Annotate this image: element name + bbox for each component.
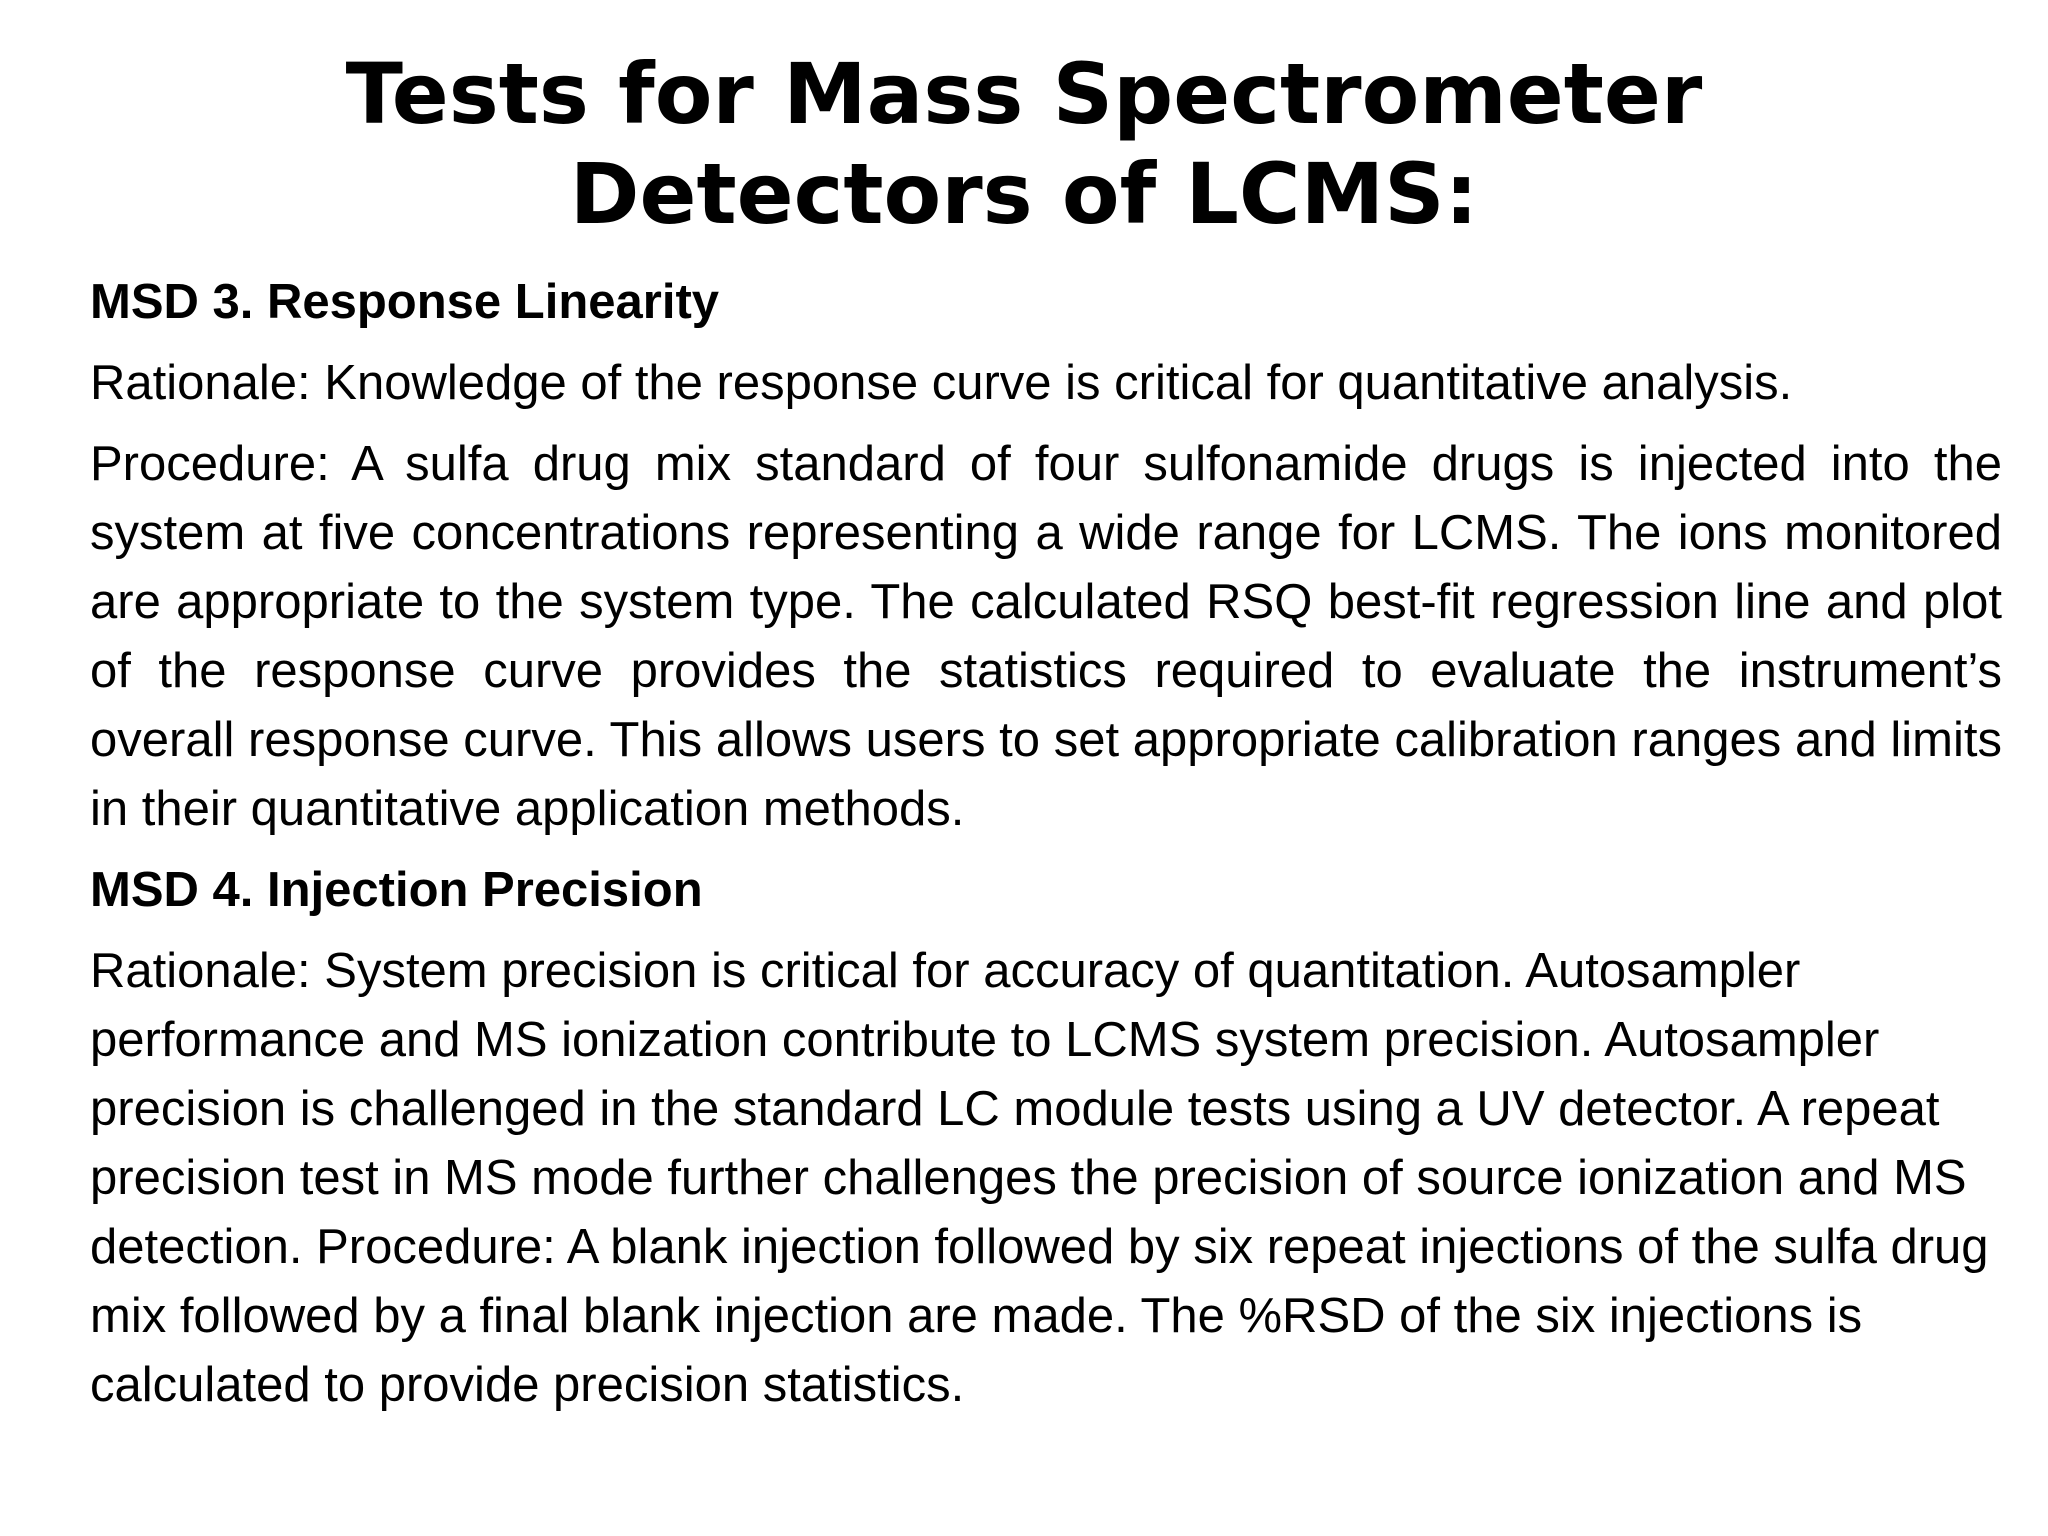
title-line-2: Detectors of LCMS: — [569, 145, 1479, 243]
injection-precision-body: Rationale: System precision is critical for accuracy of quantitation. Autosampler performance and MS ionization contribute to LCMS system precision. Autosampler precision is challenged in the standard LC module tests using a UV detector. A repeat precision test in MS mode further challenges the precision of source ionization and MS detection. Procedure: A blank injection followed by six repeat injections of the sulfa drug mix followed by a final blank injection are made. The %RSD of the six injections is calculated to provide precision statistics. — [90, 944, 1989, 1412]
response-linearity-rationale: Rationale: Knowledge of the response curve is critical for quantitative analysis. — [90, 356, 1793, 410]
page-title — [0, 44, 2048, 244]
section-heading-response-linearity: MSD 3. Response Linearity — [90, 275, 720, 329]
title-line-1: Tests for Mass Spectrometer — [345, 45, 1703, 143]
response-linearity-procedure: Procedure: A sulfa drug mix standard of four sulfonamide drugs is injected into the system at five concentrations representing a wide range for LCMS. The ions monitored are appropriate to the system type. The calculated RSQ best-fit regression line and plot of the response curve provides the statistics required to evaluate the instrument’s overall response curve. This allows users to set appropriate calibration ranges and limits in their quantitative application methods. — [90, 437, 2002, 836]
section-heading-injection-precision: MSD 4. Injection Precision — [90, 863, 703, 917]
slide-body — [90, 268, 2002, 1432]
